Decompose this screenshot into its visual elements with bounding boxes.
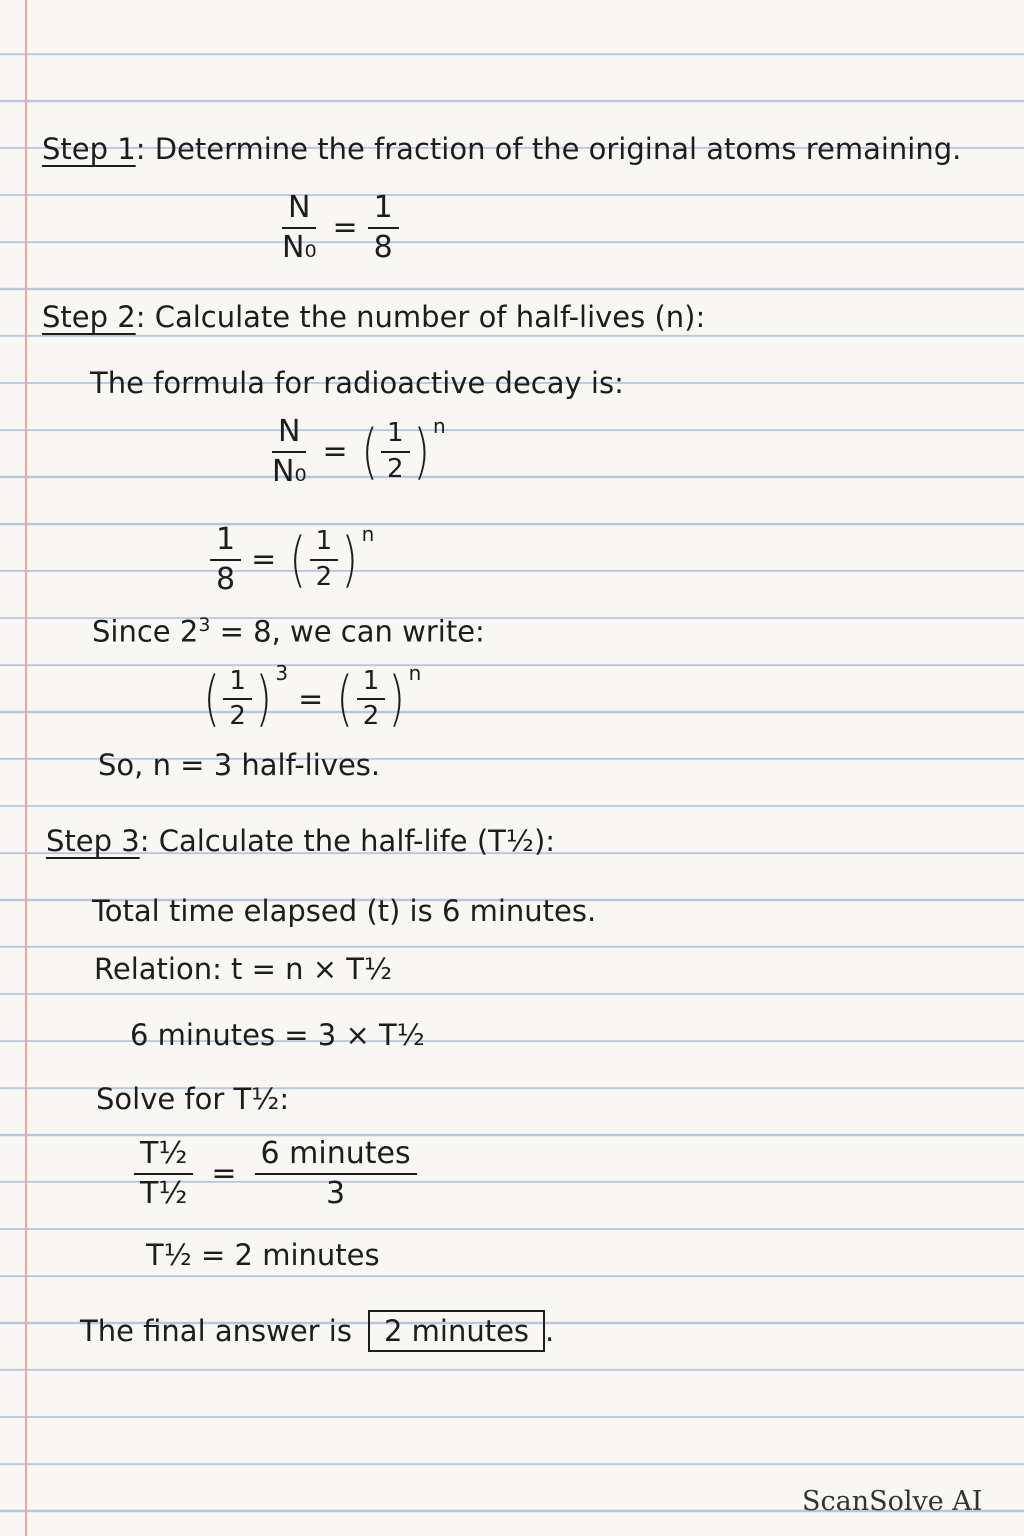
step2-heading (42, 300, 705, 334)
substituted-relation: 6 minutes = 3 × T½ (130, 1018, 425, 1052)
step3-heading (46, 824, 555, 858)
half-lives-conclusion: So, n = 3 half-lives. (98, 748, 381, 782)
step1-text: : Determine the fraction of the original atoms remaining. (135, 132, 962, 166)
step1-label: Step 1 (42, 132, 136, 166)
step2-label: Step 2 (42, 300, 136, 334)
decay-formula-equation: $\frac{N}{\text{N₀}}$ = ( $\frac{1}{2}$ ) n (272, 413, 446, 489)
final-answer-box: 2 minutes (368, 1310, 545, 1352)
step3-text: : Calculate the half-life (T½): (139, 824, 556, 858)
watermark: ScanSolve AI (802, 1486, 983, 1517)
relation-equation: Relation: t = n × T½ (94, 952, 393, 986)
step1-equation: $\frac{N}{\text{N₀}}$ = $\frac{1}{8}$ (276, 192, 399, 263)
fraction-one-eighth: $\frac{1}{8}$ (368, 192, 399, 263)
solve-equation: $\frac{\text{T½}}{\text{T½}}$ = $\frac{\text{6 minutes}}{3}$ (134, 1138, 417, 1209)
solve-for-label: Solve for T½: (96, 1082, 290, 1116)
decay-formula-intro: The formula for radioactive decay is: (90, 366, 624, 400)
since-statement: Since $2^3 = 8$, we can write: (92, 614, 485, 649)
step2-text: : Calculate the number of half-lives (n): (135, 300, 706, 334)
step1-heading (42, 132, 961, 166)
step3-label: Step 3 (46, 824, 140, 858)
exponent-equation: ( $\frac{1}{2}$ ) 3 = ( $\frac{1}{2}$ ) n (203, 661, 422, 735)
substituted-equation: $\frac{1}{8}$ = ( $\frac{1}{2}$ ) n (210, 524, 374, 595)
total-time-statement: Total time elapsed (t) is 6 minutes. (92, 894, 597, 928)
fraction-n-over-n0: $\frac{N}{\text{N₀}}$ (282, 190, 317, 265)
half-life-result: T½ = 2 minutes (146, 1238, 380, 1272)
final-answer: The final answer is 2 minutes . (80, 1314, 554, 1348)
final-answer-text: The final answer is (80, 1314, 352, 1348)
